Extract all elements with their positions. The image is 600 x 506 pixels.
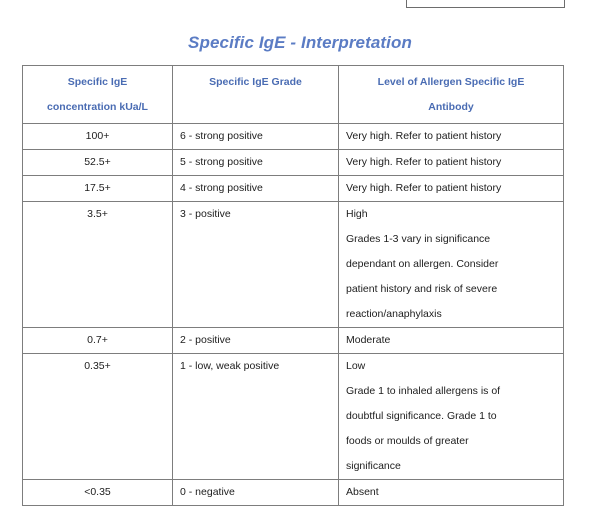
- table-row: [23, 176, 564, 202]
- cell-level-line: dependant on allergen. Consider: [346, 258, 499, 270]
- cell-grade: 2 - positive: [173, 328, 339, 354]
- cell-level-line: significance: [346, 460, 401, 472]
- table-row: [23, 354, 564, 480]
- cell-concentration: 100+: [23, 124, 173, 150]
- cell-level-line: patient history and risk of severe: [346, 283, 498, 295]
- cell-level-line: Very high. Refer to patient history: [346, 182, 502, 194]
- cell-level: [339, 480, 564, 506]
- cell-grade: 1 - low, weak positive: [173, 354, 339, 480]
- cell-level-line: reaction/anaphylaxis: [346, 308, 442, 320]
- column-header-level-line1: Level of Allergen Specific IgE: [377, 76, 525, 88]
- table-header-row: [23, 66, 564, 124]
- cell-grade: 5 - strong positive: [173, 150, 339, 176]
- column-header-grade-line1: Specific IgE Grade: [209, 76, 302, 88]
- cell-grade: 3 - positive: [173, 202, 339, 328]
- cell-level-line: Grade 1 to inhaled allergens is of: [346, 385, 501, 397]
- cell-level: [339, 176, 564, 202]
- cell-level: [339, 328, 564, 354]
- column-header-level: [339, 66, 564, 124]
- cell-level: [339, 354, 564, 480]
- cell-grade: 0 - negative: [173, 480, 339, 506]
- table-row: [23, 150, 564, 176]
- table-body: [23, 124, 564, 506]
- cell-concentration: 52.5+: [23, 150, 173, 176]
- table-row: [23, 480, 564, 506]
- specific-ige-interpretation-table: [22, 65, 564, 506]
- cell-level-line: doubtful significance. Grade 1 to: [346, 410, 497, 422]
- column-header-level-line2: Antibody: [428, 101, 474, 113]
- cell-level-line: Very high. Refer to patient history: [346, 156, 502, 168]
- table-row: [23, 328, 564, 354]
- cell-level-line: Low: [346, 360, 366, 372]
- table-row: [23, 124, 564, 150]
- cell-grade: 4 - strong positive: [173, 176, 339, 202]
- cell-level-line: Absent: [346, 486, 379, 498]
- cell-concentration: 0.7+: [23, 328, 173, 354]
- column-header-concentration-line1: Specific IgE: [67, 76, 128, 88]
- column-header-grade: [173, 66, 339, 124]
- cell-concentration: 0.35+: [23, 354, 173, 480]
- cell-level-line: Very high. Refer to patient history: [346, 130, 502, 142]
- cell-level: [339, 202, 564, 328]
- cell-concentration: <0.35: [23, 480, 173, 506]
- cell-grade: 6 - strong positive: [173, 124, 339, 150]
- column-header-concentration-line2: concentration kUa/L: [47, 101, 148, 113]
- clipped-header-box: [406, 0, 565, 8]
- cell-level-line: High: [346, 208, 368, 220]
- page-title: Specific IgE - Interpretation: [188, 33, 412, 52]
- cell-concentration: 3.5+: [23, 202, 173, 328]
- column-header-concentration: [23, 66, 173, 124]
- cell-level-line: Grades 1-3 vary in significance: [346, 233, 491, 245]
- cell-level-line: foods or moulds of greater: [346, 435, 469, 447]
- cell-level: [339, 124, 564, 150]
- table-row: [23, 202, 564, 328]
- cell-level: [339, 150, 564, 176]
- cell-concentration: 17.5+: [23, 176, 173, 202]
- cell-level-line: Moderate: [346, 334, 391, 346]
